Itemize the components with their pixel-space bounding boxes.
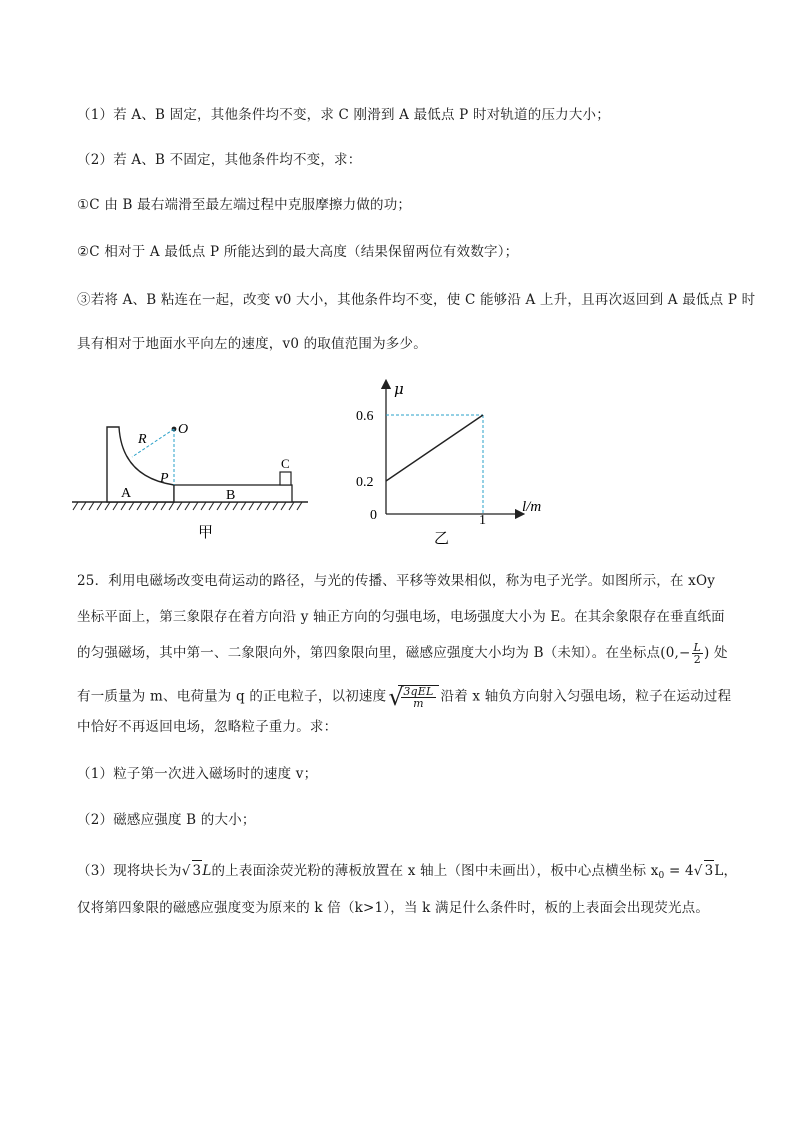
caption-yi: 乙 bbox=[434, 529, 450, 547]
q24-part2: （2）若 A、B 不固定，其他条件均不变，求： bbox=[77, 152, 362, 168]
q25-line1: 25．利用电磁场改变电荷运动的路径，与光的传播、平移等效果相似，称为电子光学。如图所示，在 xOy bbox=[77, 573, 716, 589]
q24-part1: （1）若 A、B 固定，其他条件均不变，求 C 刚滑到 A 最低点 P 时对轨道的压力大小； bbox=[77, 107, 610, 123]
q25-line5: 中恰好不再返回电场，忽略粒子重力。求： bbox=[77, 719, 338, 735]
ground-hatching bbox=[73, 502, 302, 510]
q25-line4-text: 有一质量为 m、电荷量为 q 的正电粒子，以初速度 bbox=[77, 688, 387, 705]
origin-label: 0 bbox=[370, 508, 377, 523]
length-unit-l: L bbox=[202, 863, 212, 879]
tick-label-06: 0.6 bbox=[356, 409, 374, 424]
q25-part3 bbox=[77, 860, 737, 886]
tick-label-x1: 1 bbox=[479, 513, 486, 528]
label-c: C bbox=[281, 456, 290, 471]
sqrt-symbol: √ bbox=[181, 863, 191, 879]
q25-part4: 仅将第四象限的磁感应强度变为原来的 k 倍（k>1），当 k 满足什么条件时，板的上表面会出现荧光点。 bbox=[77, 900, 710, 916]
y-axis-label: μ bbox=[394, 380, 404, 398]
fraction-l-over-2 bbox=[692, 642, 704, 665]
label-p: P bbox=[160, 471, 169, 486]
q24-sub3-b: 具有相对于地面水平向左的速度，v0 的取值范围为多少。 bbox=[77, 336, 427, 352]
sqrt-denominator: m bbox=[413, 697, 424, 710]
label-o: O bbox=[178, 422, 189, 437]
fraction-denominator: 2 bbox=[693, 653, 701, 666]
x0-unit: L， bbox=[714, 863, 738, 879]
caption-jia: 甲 bbox=[198, 523, 214, 541]
q24-sub1: ①C 由 B 最右端滑至最左端过程中克服摩擦力做的功； bbox=[77, 197, 412, 213]
mu-line bbox=[386, 415, 483, 481]
sqrt-numerator: 3qEL bbox=[403, 685, 434, 698]
q25-line3-tail: 处 bbox=[709, 645, 728, 661]
q25-line4-tail: 沿着 x 轴负方向射入匀强电场，粒子在运动过程 bbox=[440, 688, 732, 705]
q25-part3-mid: 的上表面涂荧光粉的薄板放置在 x 轴上（图中未画出），板中心点横坐标 x bbox=[211, 863, 659, 879]
x0-subscript: 0 bbox=[658, 871, 665, 881]
label-a: A bbox=[121, 486, 132, 501]
tick-label-02: 0.2 bbox=[356, 475, 374, 490]
label-r: R bbox=[138, 432, 147, 447]
q25-line3-text: 的匀强磁场，其中第一、二象限向外，第四象限向里，磁感应强度大小均为 B（未知）。在坐标点 bbox=[77, 645, 661, 661]
fraction-numerator: L bbox=[693, 641, 702, 654]
point-coord-close: ) bbox=[704, 645, 710, 661]
label-b: B bbox=[226, 488, 236, 503]
q25-part3-text: （3）现将块长为 bbox=[77, 863, 182, 879]
q25-line3 bbox=[77, 642, 728, 665]
q25-part1: （1）粒子第一次进入磁场时的速度 v； bbox=[77, 766, 318, 782]
sqrt3-value: 3 bbox=[192, 860, 203, 881]
q25-part2: （2）磁感应强度 B 的大小； bbox=[77, 812, 256, 828]
figure-yi bbox=[350, 378, 570, 548]
sqrt3-value-2: 3 bbox=[704, 860, 715, 881]
sqrt-symbol-2: √ bbox=[693, 863, 703, 879]
q25-line4 bbox=[77, 685, 731, 709]
q24-sub3-a: ③若将 A、B 粘连在一起，改变 v0 大小，其他条件均不变，使 C 能够沿 A 上升，且再次返回到 A 最低点 P 时 bbox=[77, 292, 756, 308]
q25-line2: 坐标平面上，第三象限存在着方向沿 y 轴正方向的匀强电场，电场强度大小为 E。在其余象限存在垂直纸面 bbox=[77, 609, 725, 625]
q24-sub2: ②C 相对于 A 最低点 P 所能达到的最大高度（结果保留两位有效数字）； bbox=[77, 244, 519, 260]
x-axis-label: l/m bbox=[522, 499, 542, 515]
block-c bbox=[280, 472, 291, 485]
x0-equals: = 4 bbox=[664, 863, 694, 879]
figure-jia bbox=[70, 405, 320, 545]
initial-velocity-expr: √ $\frac{\text{3qEL}}{m}$ bbox=[388, 685, 438, 709]
point-coord-open: (0,− bbox=[660, 645, 691, 661]
